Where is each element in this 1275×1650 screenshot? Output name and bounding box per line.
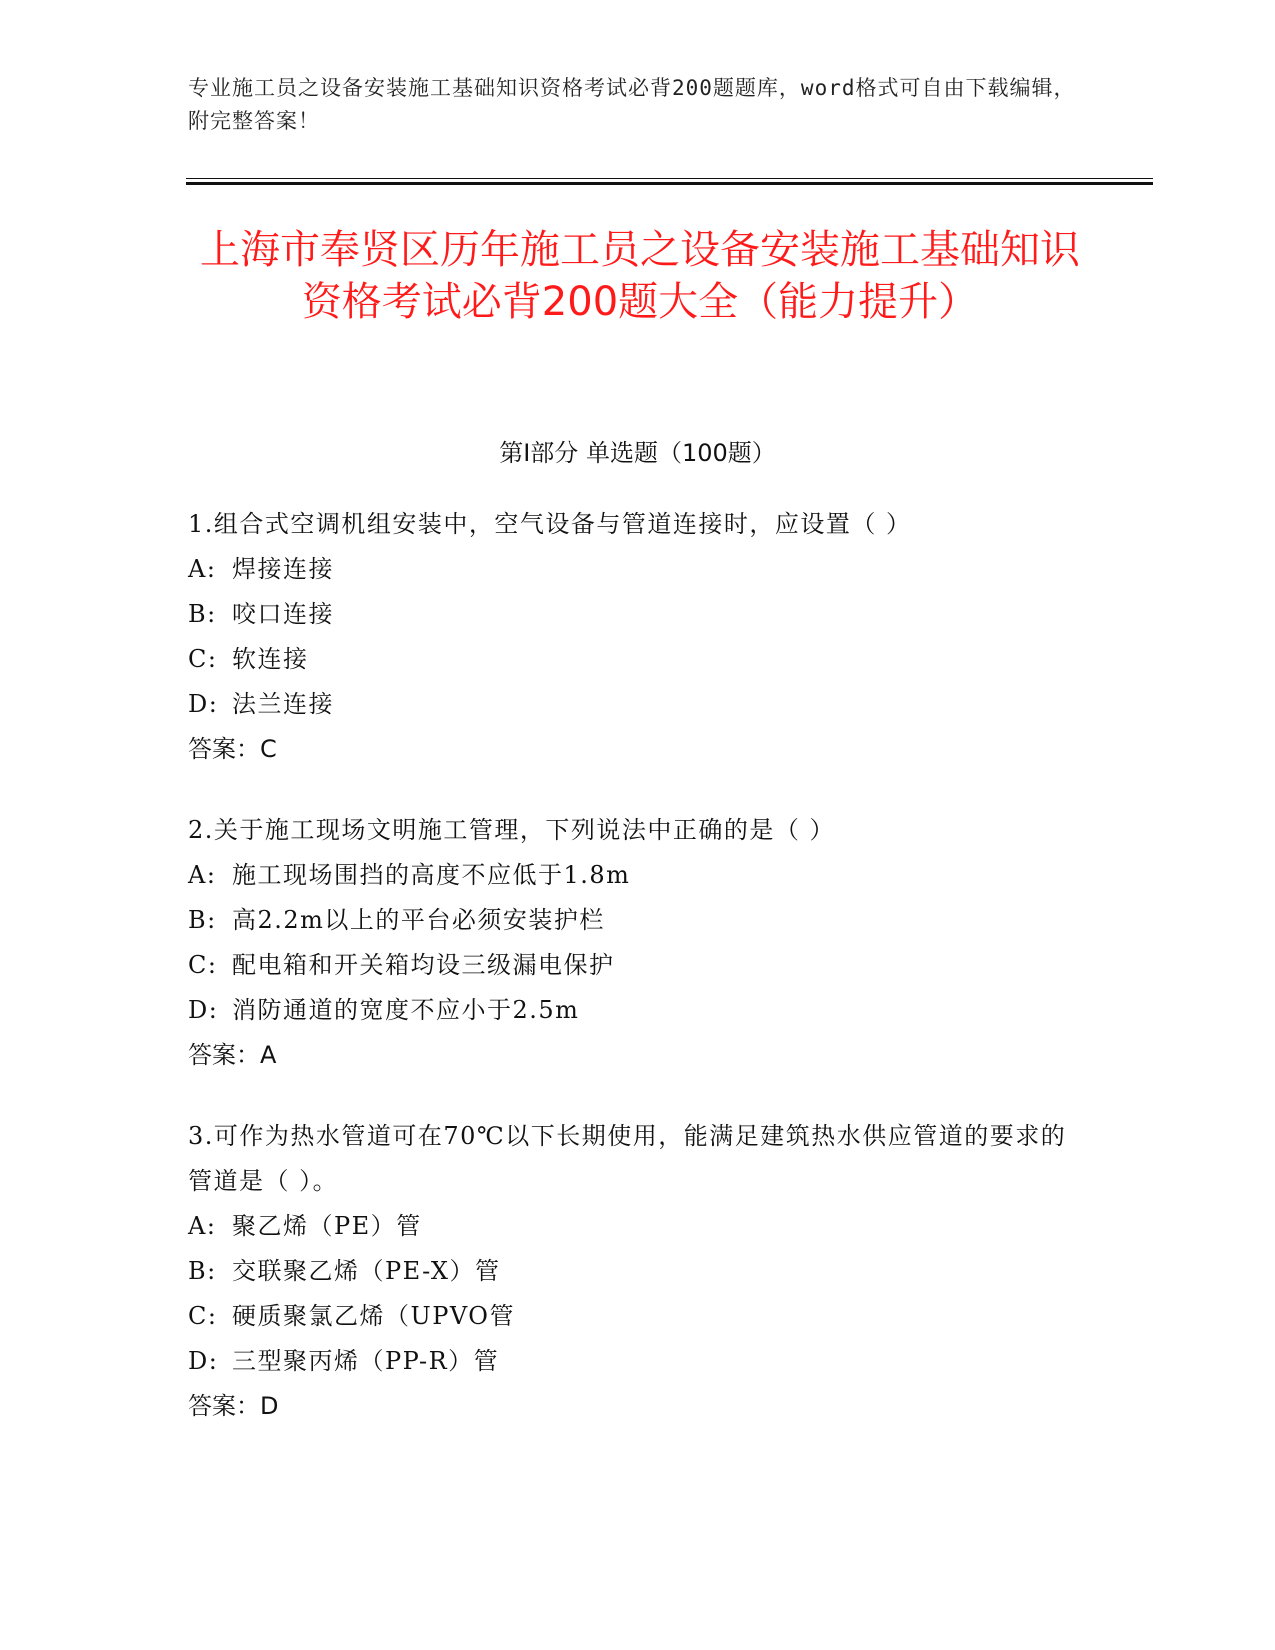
option-d [188,1339,1088,1384]
option-letter: B: [188,906,217,934]
question-2 [188,808,1088,1078]
option-text: 交联聚乙烯（PE-X）管 [232,1257,501,1285]
answer: 答案：D [188,1392,279,1420]
option-letter: D: [188,996,219,1024]
option-a [188,547,1088,592]
option-b [188,1249,1088,1294]
question-stem: 2.关于施工现场文明施工管理，下列说法中正确的是（ ） [188,816,836,844]
option-letter: D: [188,1347,219,1375]
option-letter: A: [188,555,217,583]
option-c [188,1294,1088,1339]
option-text: 软连接 [232,645,309,673]
option-text: 消防通道的宽度不应小于2.5m [232,996,580,1024]
question-stem: 1.组合式空调机组安装中，空气设备与管道连接时，应设置（ ） [188,510,912,538]
option-text: 三型聚丙烯（PP-R）管 [232,1347,500,1375]
option-letter: B: [188,600,217,628]
option-c [188,637,1088,682]
option-text: 高2.2m以上的平台必须安装护栏 [232,906,605,934]
answer: 答案：A [188,1041,277,1069]
option-letter: A: [188,861,217,889]
option-b [188,898,1088,943]
option-a [188,853,1088,898]
option-text: 硬质聚氯乙烯（UPVO管 [232,1302,515,1330]
header-divider-thin [186,178,1153,179]
option-d [188,988,1088,1033]
question-3 [188,1114,1088,1429]
option-a [188,1204,1088,1249]
answer: 答案：C [188,735,277,763]
option-text: 咬口连接 [232,600,334,628]
option-letter: D: [188,690,219,718]
option-text: 法兰连接 [232,690,334,718]
option-letter: A: [188,1212,217,1240]
section-title: 第Ⅰ部分 单选题（100题） [499,439,776,467]
option-d [188,682,1088,727]
option-letter: C: [188,951,218,979]
document-title: 上海市奉贤区历年施工员之设备安装施工基础知识资格考试必背200题大全（能力提升） [200,227,1080,325]
option-text: 焊接连接 [232,555,334,583]
option-text: 配电箱和开关箱均设三级漏电保护 [232,951,615,979]
option-letter: C: [188,1302,218,1330]
option-c [188,943,1088,988]
option-letter: C: [188,645,218,673]
header-divider-thick [186,182,1153,185]
option-text: 聚乙烯（PE）管 [232,1212,422,1240]
option-text: 施工现场围挡的高度不应低于1.8m [232,861,631,889]
header-note: 专业施工员之设备安装施工基础知识资格考试必背200题题库，word格式可自由下载编辑，附完整答案！ [188,76,1076,133]
option-letter: B: [188,1257,217,1285]
question-1 [188,502,1088,772]
question-stem: 3.可作为热水管道可在70℃以下长期使用，能满足建筑热水供应管道的要求的管道是（ ）。 [188,1122,1067,1195]
option-b [188,592,1088,637]
